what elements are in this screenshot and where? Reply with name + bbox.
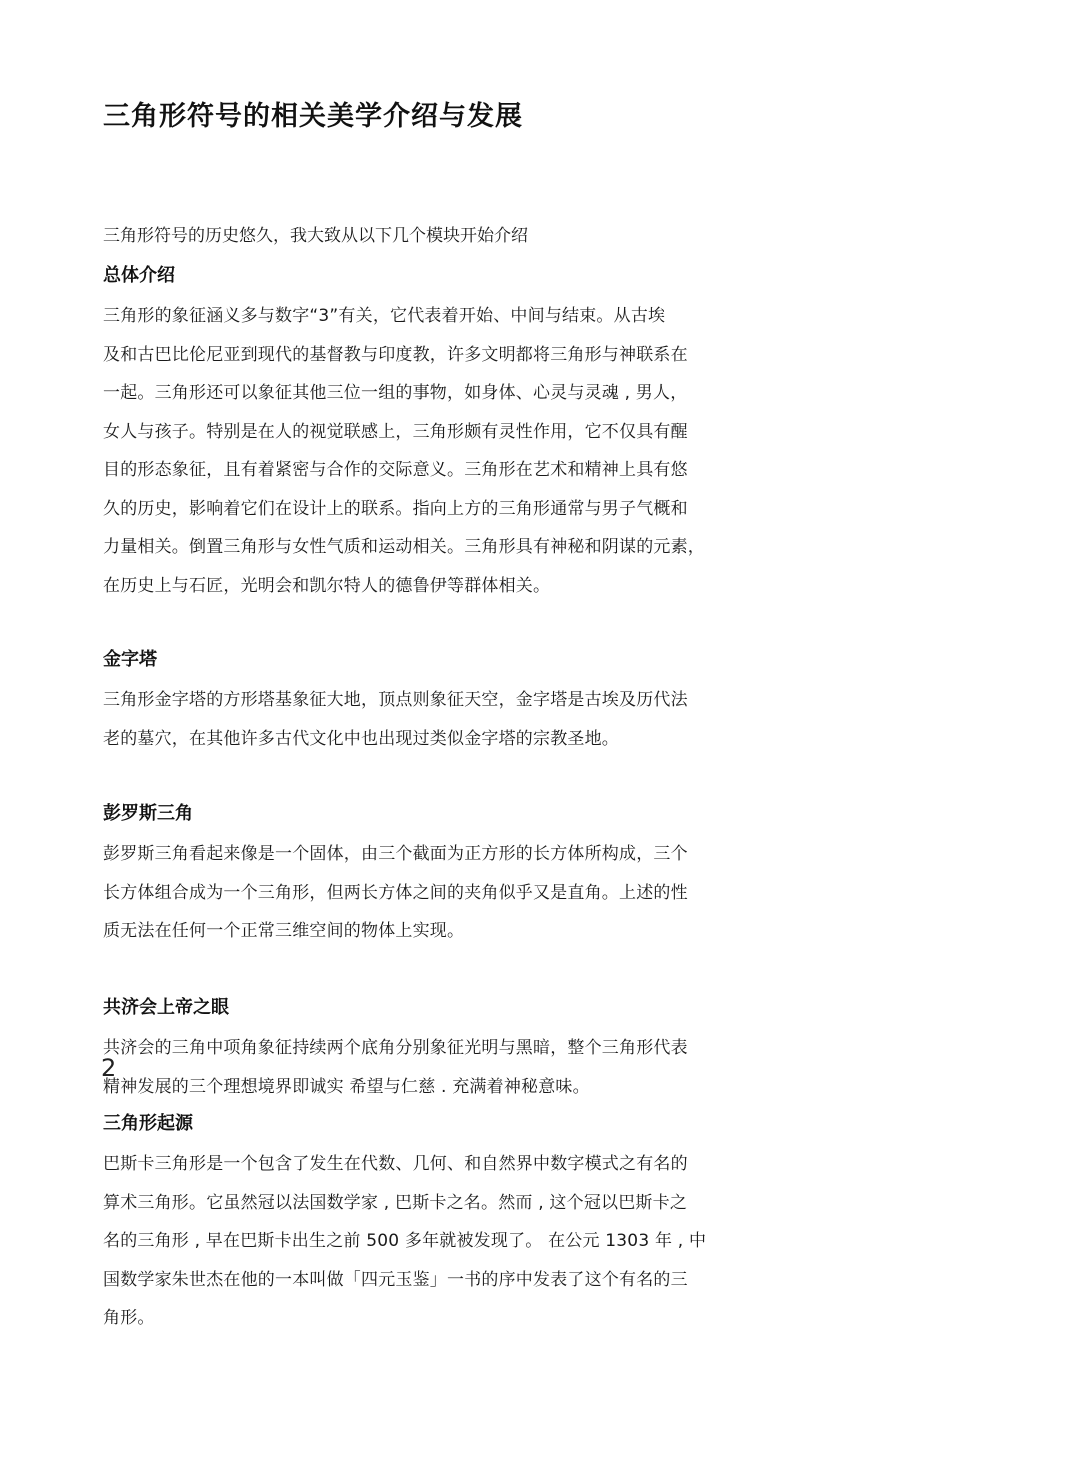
paragraph-line: 三角形金字塔的方形塔基象征大地，顶点则象征天空，金字塔是古埃及历代法 (103, 690, 688, 710)
paragraph-line: 彭罗斯三角看起来像是一个固体，由三个截面为正方形的长方体所构成，三个 (103, 844, 688, 864)
section-body (103, 681, 723, 758)
page-number: 2 (101, 1054, 117, 1082)
paragraph-line: 久的历史，影响着它们在设计上的联系。指向上方的三角形通常与男子气概和 (103, 498, 688, 519)
section-heading: 彭罗斯三角 (103, 803, 193, 824)
paragraph-line: 算术三角形。它虽然冠以法国数学家 , 巴斯卡之名。然而 , 这个冠以巴斯卡之 (103, 1192, 688, 1213)
paragraph-line: 巴斯卡三角形是一个包含了发生在代数、几何、和自然界中数字模式之有名的 (103, 1154, 688, 1174)
paragraph-line: 及和古巴比伦尼亚到现代的基督教与印度教，许多文明都将三角形与神联系在 (103, 344, 688, 365)
section-heading: 金字塔 (103, 649, 157, 670)
paragraph-line: 质无法在任何一个正常三维空间的物体上实现。 (103, 921, 465, 941)
section-triangle-origin (103, 1111, 723, 1338)
section-body (103, 1145, 723, 1338)
paragraph-line: 共济会的三角中项角象征持续两个底角分别象征光明与黑暗，整个三角形代表 (103, 1038, 688, 1058)
section-body (103, 1029, 723, 1106)
section-pyramid (103, 647, 723, 758)
paragraph-line: 力量相关。倒置三角形与女性气质和运动相关。三角形具有神秘和阴谋的元素， (103, 537, 705, 557)
section-overview (103, 263, 723, 605)
paragraph-line: 名的三角形 , 早在巴斯卡出生之前 500 多年就被发现了。 在公元 1303 年 , 中 (103, 1231, 707, 1251)
intro-text: 三角形符号的历史悠久，我大致从以下几个模块开始介绍 (103, 226, 528, 246)
section-body (103, 835, 723, 951)
section-heading: 共济会上帝之眼 (103, 997, 229, 1018)
paragraph-line: 三角形的象征涵义多与数字“3”有关，它代表着开始、中间与结束。从古埃 (103, 306, 666, 326)
section-body (103, 297, 723, 605)
paragraph-line: 在历史上与石匠，光明会和凯尔特人的德鲁伊等群体相关。 (103, 575, 551, 596)
section-masonic-eye (103, 995, 723, 1106)
paragraph-line: 角形。 (103, 1308, 155, 1328)
paragraph-line: 老的墓穴，在其他许多古代文化中也出现过类似金字塔的宗教圣地。 (103, 728, 619, 749)
paragraph-line: 长方体组合成为一个三角形，但两长方体之间的夹角似乎又是直角。上述的性 (103, 882, 688, 903)
paragraph-line: 国数学家朱世杰在他的一本叫做「四元玉鉴」一书的序中发表了这个有名的三 (103, 1269, 688, 1290)
section-heading: 三角形起源 (103, 1113, 193, 1134)
section-penrose-triangle (103, 801, 723, 951)
section-heading: 总体介绍 (103, 265, 175, 286)
paragraph-line: 目的形态象征，且有着紧密与合作的交际意义。三角形在艺术和精神上具有悠 (103, 460, 688, 480)
paragraph-line: 女人与孩子。特别是在人的视觉联感上，三角形颇有灵性作用，它不仅具有醒 (103, 421, 688, 442)
paragraph-line: 精神发展的三个理想境界即诚实 希望与仁慈 . 充满着神秘意味。 (103, 1076, 590, 1097)
paragraph-line: 一起。三角形还可以象征其他三位一组的事物，如身体、心灵与灵魂 , 男人， (103, 383, 688, 403)
page-title: 三角形符号的相关美学介绍与发展 (103, 101, 523, 132)
